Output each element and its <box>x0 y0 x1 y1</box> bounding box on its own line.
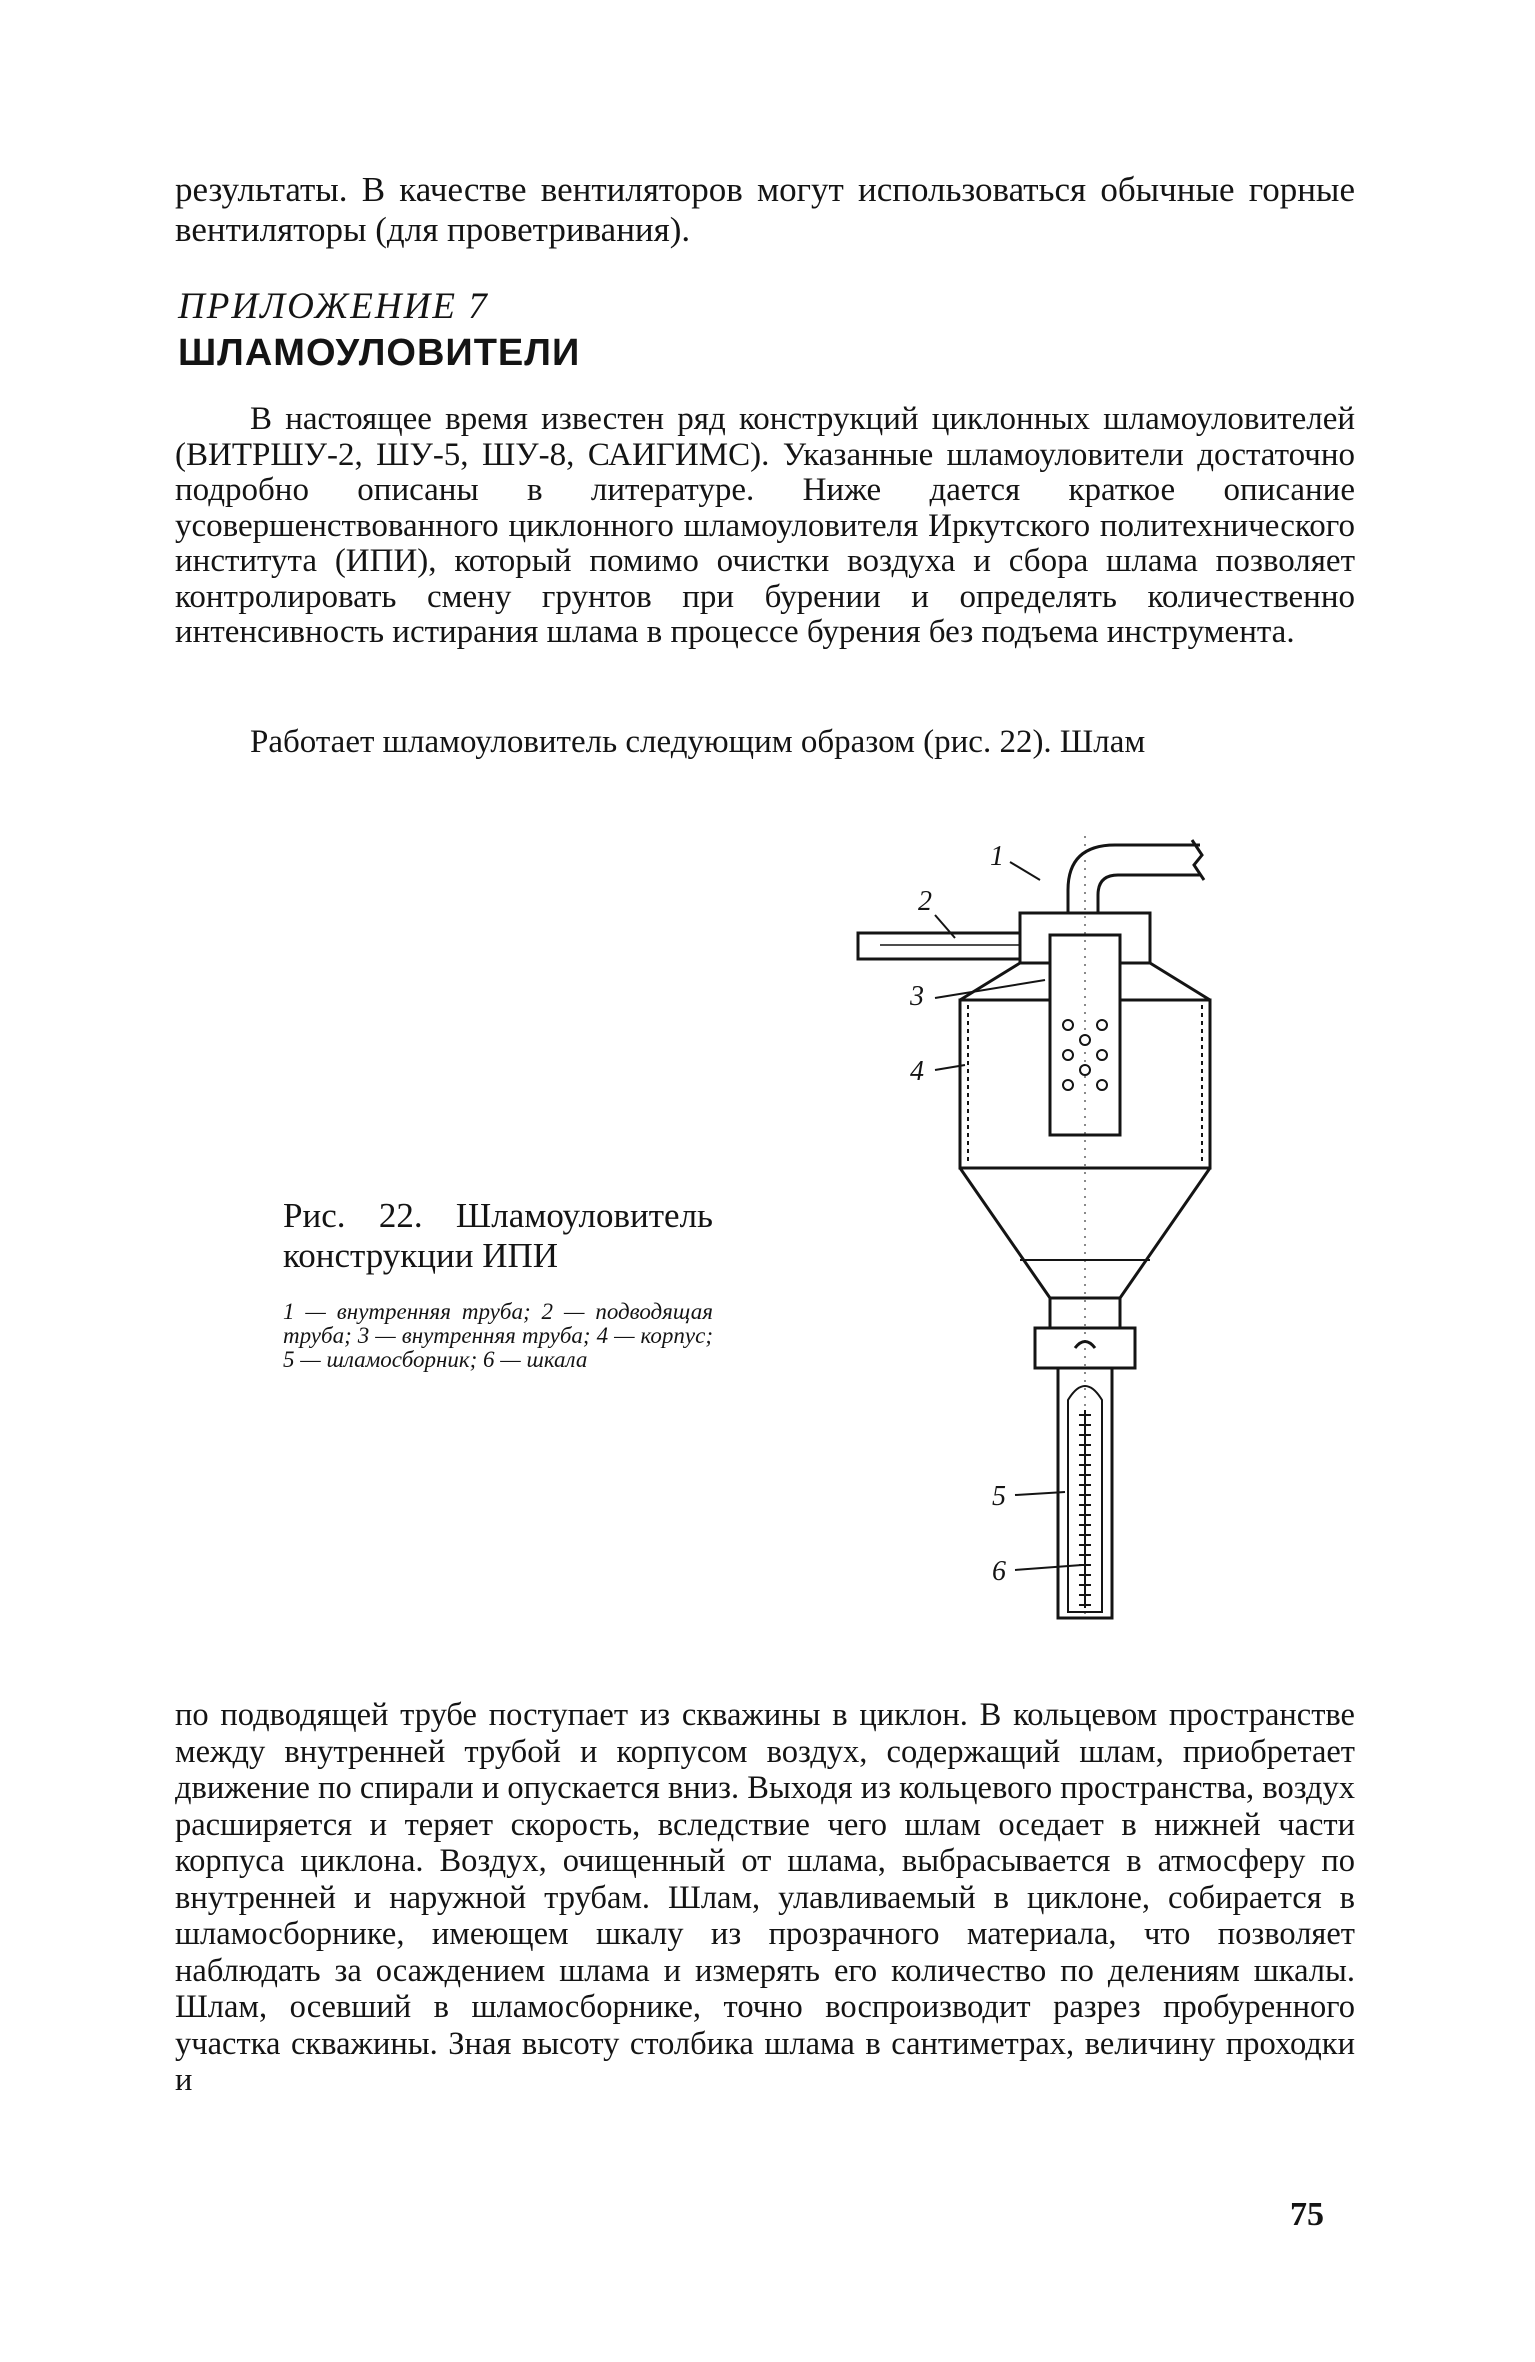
figure-label-2: 2 <box>918 886 932 917</box>
figure-label-6: 6 <box>992 1556 1006 1587</box>
figure-caption-legend: 1 — внутренняя труба; 2 — подводящая труба; 3 — внутренняя труба; 4 — корпус; 5 — шламосборник; 6 — шкала <box>283 1299 713 1372</box>
intro-text: результаты. В качестве вентиляторов могут использоваться обычные горные вентиляторы (для проветривания). <box>175 170 1355 249</box>
bottom-neck <box>1050 1298 1120 1328</box>
paragraph-2: Работает шламоуловитель следующим образом (рис. 22). Шлам <box>250 724 1146 760</box>
figure-label-5: 5 <box>992 1481 1006 1512</box>
lower-cone <box>960 1168 1210 1298</box>
figure-label-4: 4 <box>910 1056 924 1087</box>
cyclone-figure <box>840 820 1280 1630</box>
figure-label-3: 3 <box>910 981 924 1012</box>
appendix-label: ПРИЛОЖЕНИЕ 7 <box>178 286 489 327</box>
outlet-bend <box>1068 845 1200 913</box>
continuation-paragraph: по подводящей трубе поступает из скважины в циклон. В кольцевом пространстве между внутренней трубой и корпусом воздух, содержащий шлам, приобретает движение по спирали и опускается вниз. Выходя из кольцевого пространства, воздух расширяется и теряет скорость, вследствие чего шлам оседает в нижней части корпуса циклона. Воздух, очищенный от шлама, выбрасывается в атмосферу по внутренней и наружной трубам. Шлам, улавливаемый в циклоне, собирается в шламосборнике, имеющем шкалу из прозрачного материала, что позволяет наблюдать за осаждением шлама и измерять его количество по делениям шкалы. Шлам, осевший в шламосборнике, точно воспроизводит разрез пробуренного участка скважины. Зная высоту столбика шлама в сантиметрах, величину проходки и <box>175 1697 1355 2098</box>
paragraph-1: В настоящее время известен ряд конструкций циклонных шламоуловителей (ВИТРШУ-2, ШУ-5, ШУ-8, САИГИМС). Указанные шламоуловители достаточно подробно описаны в литературе. Ниже дается краткое описание усовершенствованного циклонного шламоуловителя Иркутского политехнического института (ИПИ), который помимо очистки воздуха и сбора шлама позволяет контролировать смену грунтов при бурении и определять количественно интенсивность истирания шлама в процессе бурения без подъема инструмента. <box>175 401 1355 650</box>
appendix-title: ШЛАМОУЛОВИТЕЛИ <box>178 332 581 374</box>
inlet-pipe <box>858 933 1028 959</box>
figure-label-1: 1 <box>990 841 1004 872</box>
figure-caption-title: Рис. 22. Шламоуловитель конструкции ИПИ <box>283 1196 713 1275</box>
page-number: 75 <box>1290 2196 1324 2233</box>
